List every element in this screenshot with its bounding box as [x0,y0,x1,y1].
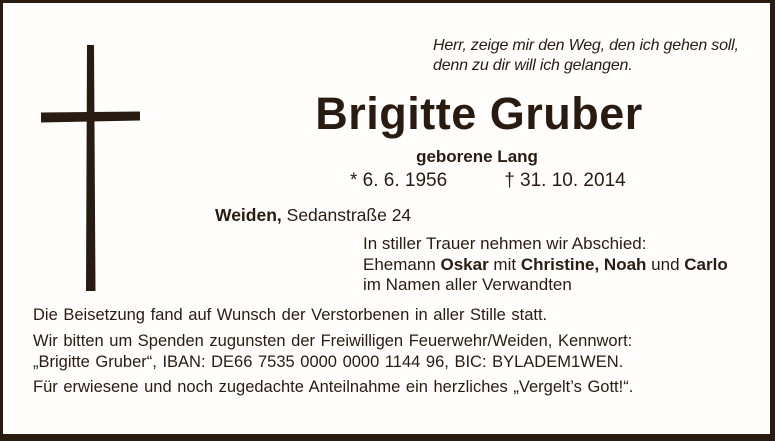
thanks-note: Für erwiesene und noch zugedachte Anteilnahme ein herzliches „Vergelt’s Gott!“. [33,378,634,396]
mourning-relation: Ehemann [363,254,441,274]
husband-name: Oskar [440,254,489,274]
donation-line1: Wir bitten um Spenden zugunsten der Freiwilligen Feuerwehr/Weiden, Kennwort: [33,332,633,350]
donation-line2-iban: „Brigitte Gruber“, IBAN: DE66 7535 0000 0000 1144 96, BIC: BYLADEM1WEN. [33,353,624,371]
maiden-name: geborene Lang [416,147,538,166]
burial-note: Die Beisetzung fand auf Wunsch der Verstorbenen in aller Stille statt. [33,306,548,324]
scripture-quote-line2: denn zu dir will ich gelangen. [433,57,633,74]
scripture-quote [433,36,739,76]
mourning-line1: In stiller Trauer nehmen wir Abschied: [363,234,647,253]
death-date: † 31. 10. 2014 [504,170,626,191]
life-dates [350,169,626,193]
children-names: Christine, Noah [520,254,647,274]
mourning-block [363,234,728,296]
residence-street: Sedanstraße 24 [286,205,412,225]
donation-note [33,331,632,373]
birth-date: * 6. 6. 1956 [350,170,448,191]
mourning-und: und [646,254,685,274]
mourning-line2 [363,255,728,276]
deceased-name: Brigitte Gruber [315,88,643,139]
mourning-mit: mit [488,254,521,274]
residence-city: Weiden, [215,205,287,225]
mourning-line3: im Namen aller Verwandten [363,275,572,294]
child-name-last: Carlo [684,254,728,274]
residence-line [215,204,411,226]
cross-icon [36,43,142,293]
scripture-quote-line1: Herr, zeige mir den Weg, den ich gehen soll, [433,37,739,54]
